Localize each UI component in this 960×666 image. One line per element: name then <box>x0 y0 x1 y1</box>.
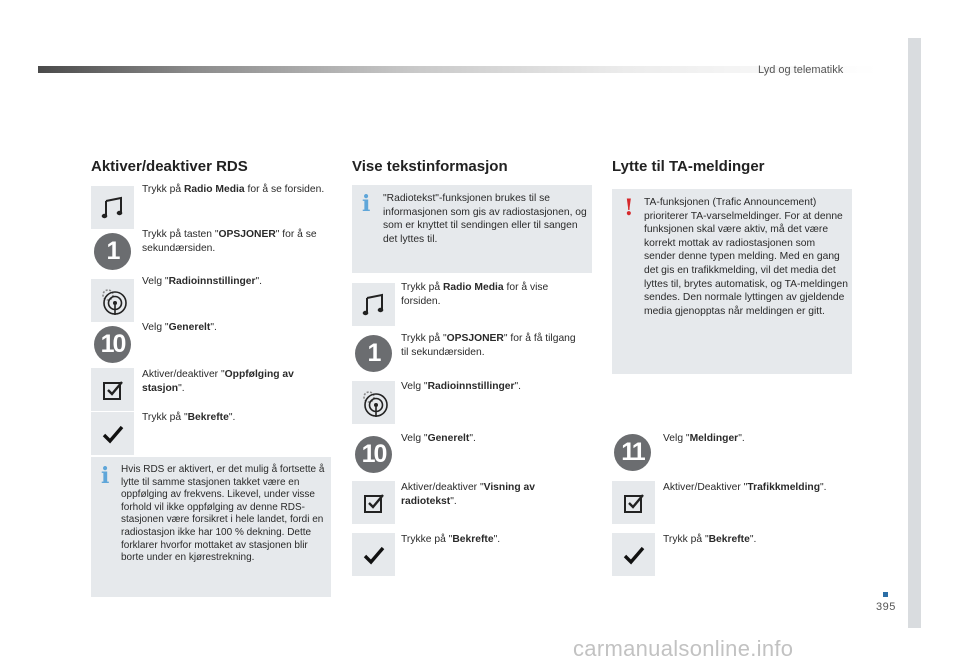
radio-settings-icon <box>352 381 395 424</box>
section-title-rds: Aktiver/deaktiver RDS <box>91 158 248 175</box>
step-text: Velg "Radioinnstillinger". <box>401 381 522 392</box>
watermark: carmanualsonline.info <box>573 636 794 661</box>
step-text: Trykk på "Bekrefte". <box>663 534 757 545</box>
step-text: Trykke på "Bekrefte". <box>401 534 501 545</box>
info-box-rds <box>91 457 331 597</box>
checkbox-icon <box>91 368 134 411</box>
info-icon: i <box>362 191 371 217</box>
step-text: Trykk på Radio Media for å se forsiden. <box>142 184 325 195</box>
step-text: Velg "Meldinger". <box>663 433 745 444</box>
step-number-1: 1 <box>355 335 392 372</box>
music-note-icon <box>352 283 395 326</box>
step-text: Aktiver/Deaktiver "Trafikkmelding". <box>663 482 827 493</box>
step-text: Trykk på "OPSJONER" for å få tilgang til sekundærsiden. <box>401 333 576 358</box>
header-gradient-bar <box>38 66 878 73</box>
info-icon: i <box>101 463 110 489</box>
step-text: Trykk på tasten "OPSJONER" for å se sekundærsiden. <box>142 229 317 254</box>
page-side-tab <box>908 38 921 628</box>
checkbox-icon <box>612 481 655 524</box>
step-number-10: 10 <box>94 326 131 363</box>
page-marker <box>883 592 888 597</box>
step-text: Trykk på "Bekrefte". <box>142 412 236 423</box>
chapter-title: Lyd og telematikk <box>758 64 844 76</box>
step-number-10: 10 <box>355 436 392 473</box>
info-text: "Radiotekst"-funksjonen brukes til se informasjonen som gis av radiostasjonen, og som er knyttet til sendingen eller til sangen det lyttes til. <box>383 193 587 245</box>
music-note-icon <box>91 186 134 229</box>
section-title-ta: Lytte til TA-meldinger <box>612 158 765 175</box>
step-text: Trykk på Radio Media for å vise forsiden. <box>401 282 549 307</box>
warning-text: TA-funksjonen (Trafic Announcement) prioriterer TA-varselmeldinger. For at denne funksjonen skal være aktiv, må det være korrekt mottak av radiostasjonen som sender denne typen melding. Med en gang det gis en trafikkmelding, vil det media det lyttes til, brytes automatisk, og TA-meldingen sendes. Den normale lyttingen av gjeldende media gjenopptas når meldingen er gitt. <box>644 197 848 317</box>
step-text: Velg "Generelt". <box>401 433 476 444</box>
step-text: Velg "Generelt". <box>142 322 217 333</box>
checkbox-icon <box>352 481 395 524</box>
step-text: Aktiver/deaktiver "Oppfølging av stasjon". <box>142 369 294 394</box>
page-number: 395 <box>876 601 896 613</box>
info-box-radiotext <box>352 185 592 273</box>
warning-icon: ! <box>624 195 634 221</box>
checkmark-icon <box>91 412 134 455</box>
step-number-1: 1 <box>94 233 131 270</box>
checkmark-icon <box>352 533 395 576</box>
warning-box-ta <box>612 189 852 374</box>
step-text: Velg "Radioinnstillinger". <box>142 276 263 287</box>
radio-settings-icon <box>91 279 134 322</box>
checkmark-icon <box>612 533 655 576</box>
section-title-radiotext: Vise tekstinformasjon <box>352 158 508 175</box>
step-number-11: 11 <box>614 434 651 471</box>
info-text: Hvis RDS er aktivert, er det mulig å fortsette å lytte til samme stasjonen takket være en oppfølging av frekvens. Likevel, under visse forhold vil ikke oppfølging av denne RDS-stasjonen være forsikret i hele landet, fordi en radiostasjon ikke har 100 % dekning. Dette forklarer hvorfor mottaket av stasjonen blir borte under en kjørestrekning. <box>121 464 325 564</box>
step-text: Aktiver/deaktiver "Visning av radiotekst". <box>401 482 535 507</box>
